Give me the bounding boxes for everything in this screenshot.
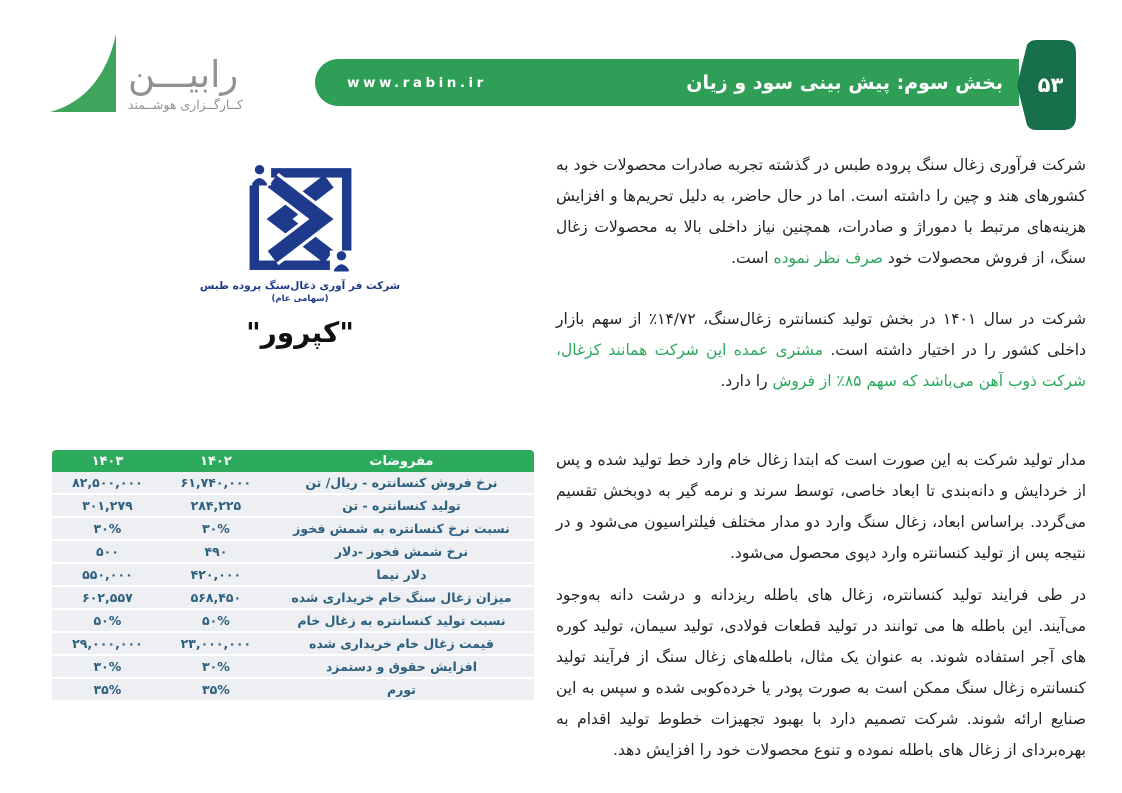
value-1403: ۶۰۲,۵۵۷: [82, 590, 133, 605]
brand-wordmark: رابیـــن: [128, 53, 239, 96]
value-1403: ۲۹,۰۰۰,۰۰۰: [72, 636, 143, 651]
company-logo-icon: [180, 163, 420, 273]
growth-curve-icon: [50, 34, 116, 112]
table-row: [52, 541, 534, 564]
section-title: بخش سوم: پیش بینی سود و زیان: [686, 71, 1003, 94]
site-url-link[interactable]: www.rabin.ir: [347, 74, 487, 91]
row-label: دلار نیما: [376, 567, 427, 582]
table-header-row: [52, 450, 534, 472]
value-1402: ۲۳,۰۰۰,۰۰۰: [180, 636, 252, 651]
page-number: ۵۳: [1037, 73, 1064, 97]
value-1402: ۳۰%: [201, 521, 230, 536]
value-1402: ۴۲۰,۰۰۰: [190, 567, 242, 582]
row-label: تولید کنسانتره - تن: [342, 498, 461, 513]
row-label: میزان زغال سنگ خام خریداری شده: [291, 590, 512, 605]
value-1402: ۳۵%: [201, 682, 230, 697]
table-row: [52, 472, 534, 495]
col-header-label: مفروضات: [369, 453, 434, 469]
table-row: [52, 587, 534, 610]
company-name: شرکت فر آوری ذغال‌سنگ پروده طبس: [199, 280, 401, 292]
highlighted-text: صرف نظر نموده: [773, 249, 883, 267]
row-label: تورم: [387, 682, 416, 697]
row-label: افزایش حقوق و دستمزد: [325, 659, 478, 674]
table-row: [52, 633, 534, 656]
text-segment: است.: [731, 249, 774, 267]
paragraph-market-share: [556, 304, 1086, 397]
value-1402: ۳۰%: [201, 659, 230, 674]
value-1403: ۵۰%: [93, 613, 122, 628]
brand-tagline: کــارگــزاری هوشــمند: [128, 97, 243, 112]
brand-logo: [50, 34, 243, 112]
body-copy: [556, 150, 1086, 766]
table-row: [52, 495, 534, 518]
value-1403: ۵۰۰: [96, 544, 119, 559]
paragraph-production-circuit: [556, 445, 1086, 569]
value-1403: ۳۰۱,۲۷۹: [82, 498, 133, 513]
table-row: [52, 518, 534, 541]
value-1402: ۵۰%: [201, 613, 230, 628]
text-segment: مدار تولید شرکت به این صورت است که ابتدا زغال خام وارد خط تولید شده و پس از خردایش و دانه‌بندی تا ابعاد خاصی، توسط سرند و نرمه گیر به دوبخش تقسیم می‌گردد. براساس ابعاد، زغال سنگ وارد دو مدار مختلف فیلتراسیون می‌شود و در نتیجه پس از تولید کنسانتره وارد دپوی محصول می‌شود.: [556, 451, 1086, 562]
value-1403: ۳۰%: [93, 521, 122, 536]
table-row: [52, 679, 534, 702]
assumptions-table: [52, 450, 534, 702]
header-bar: [315, 59, 1019, 106]
table-row: [52, 610, 534, 633]
paragraph-exports: [556, 150, 1086, 274]
row-label: نرخ شمش فخوز -دلار: [334, 544, 469, 559]
row-label: نسبت تولید کنسانتره به زغال خام: [297, 613, 506, 628]
company-block: [180, 163, 420, 349]
col-header-1403: ۱۴۰۳: [91, 453, 124, 469]
paragraph-tailings: [556, 580, 1086, 766]
company-type: (سهامی عام): [271, 294, 329, 304]
value-1403: ۵۵۰,۰۰۰: [82, 567, 133, 582]
col-header-1402: ۱۴۰۲: [200, 453, 232, 469]
row-label: نرخ فروش کنسانتره - ریال/ تن: [305, 475, 498, 490]
highlighted-text: مشتری عمده این شرکت همانند کزغال، شرکت ذوب آهن می‌باشد که سهم ۸۵٪ از فروش: [556, 341, 1086, 390]
company-ticker: "کپرور": [246, 316, 354, 349]
value-1403: ۳۰%: [93, 659, 122, 674]
page-number-badge: [1016, 39, 1077, 131]
value-1403: ۸۲,۵۰۰,۰۰۰: [72, 475, 143, 490]
row-label: قیمت زغال خام خریداری شده: [308, 636, 494, 651]
value-1403: ۳۵%: [93, 682, 122, 697]
value-1402: ۴۹۰: [204, 544, 228, 559]
text-segment: شرکت در سال ۱۴۰۱ در بخش تولید کنسانتره زغال‌سنگ، ۱۴/۷۲٪ از سهم بازار داخلی کشور را در اختیار داشته است.: [556, 310, 1086, 359]
text-segment: را دارد.: [720, 372, 773, 390]
text-segment: در طی فرایند تولید کنسانتره، زغال های باطله ریزدانه و درشت دانه به‌وجود می‌آیند. این باطله ها می توانند در تولید قطعات فولادی، تولید سیمان، تولید کوره های آجر استفاده شوند. به عنوان یک مثال، باطله‌های زغال سنگ از فرآیند تولید کنسانتره زغال سنگ ممکن است به صورت پودر یا خرده‌کوبی شده و سپس به این صنایع ارائه شوند. شرکت تصمیم دارد با بهبود تجهیزات خطوط تولید اقدام به بهره‌بردای از زغال های باطله نموده و تنوع محصولات خود را افزایش دهد.: [556, 586, 1086, 759]
table-row: [52, 656, 534, 679]
value-1402: ۶۱,۷۴۰,۰۰۰: [180, 475, 252, 490]
value-1402: ۵۶۸,۴۵۰: [190, 590, 242, 605]
value-1402: ۲۸۴,۲۲۵: [190, 498, 242, 513]
table-row: [52, 564, 534, 587]
row-label: نسبت نرخ کنسانتره به شمش فخوز: [293, 521, 510, 536]
text-segment: شرکت فرآوری زغال سنگ پروده طبس در گذشته تجربه صادرات محصولات خود به کشورهای هند و چین را داشته است. اما در حال حاضر، به دلیل تحریم‌ها و افزایش هزینه‌های مرتبط با دموراژ و صادرات، همچنین نیاز داخلی بالا به محصولات زغال سنگ، از فروش محصولات خود: [556, 156, 1086, 267]
